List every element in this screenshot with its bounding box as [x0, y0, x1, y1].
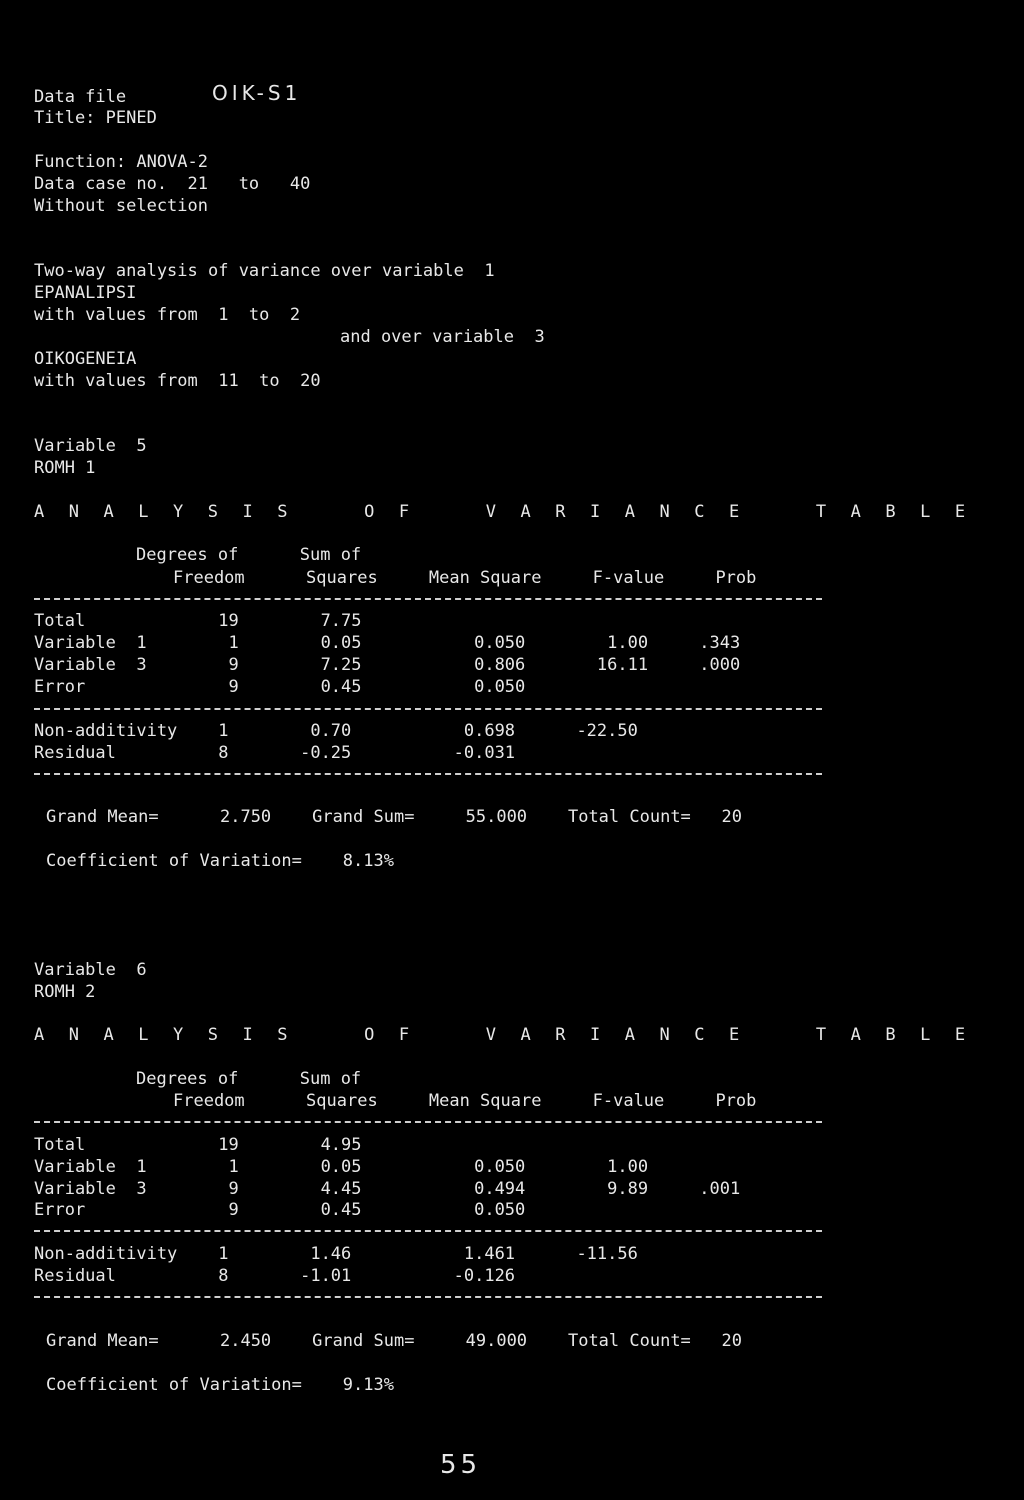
- section1-summary: Grand Mean= 2.750 Grand Sum= 55.000 Total Count= 20: [46, 807, 742, 827]
- selection-line: Without selection: [34, 196, 208, 216]
- section1-rule-top: [34, 598, 822, 600]
- page-number: 55: [440, 1450, 482, 1480]
- desc-line-1: Two-way analysis of variance over variable 1: [34, 261, 495, 281]
- section1-cv: Coefficient of Variation= 8.13%: [46, 851, 394, 871]
- section2-row-residual: Residual 8 -1.01 -0.126: [34, 1266, 516, 1286]
- section2-row-total: Total 19 4.95: [34, 1135, 362, 1155]
- desc-line-6: with values from 11 to 20: [34, 371, 321, 391]
- section1-row-var3: Variable 3 9 7.25 0.806 16.11 .000: [34, 655, 741, 675]
- data-file-value: OIK-S1: [212, 81, 302, 105]
- desc-line-4: and over variable 3: [340, 327, 545, 347]
- section2-row-error: Error 9 0.45 0.050: [34, 1200, 526, 1220]
- section1-row-residual: Residual 8 -0.25 -0.031: [34, 743, 516, 763]
- section1-variable: Variable 5: [34, 436, 147, 456]
- section1-name: ROMH 1: [34, 458, 96, 478]
- section2-summary: Grand Mean= 2.450 Grand Sum= 49.000 Total Count= 20: [46, 1331, 742, 1351]
- section1-header1: Degrees of Sum of: [136, 545, 362, 565]
- section2-header1: Degrees of Sum of: [136, 1069, 362, 1089]
- title-line: Title: PENED: [34, 108, 157, 128]
- section2-cv: Coefficient of Variation= 9.13%: [46, 1375, 394, 1395]
- section1-row-total: Total 19 7.75: [34, 611, 362, 631]
- section1-row-error: Error 9 0.45 0.050: [34, 677, 526, 697]
- section2-rule-bottom: [34, 1296, 822, 1298]
- section2-row-var1: Variable 1 1 0.05 0.050 1.00: [34, 1157, 649, 1177]
- desc-line-3: with values from 1 to 2: [34, 305, 301, 325]
- data-file-label: Data file: [34, 87, 127, 107]
- section2-rule-mid: [34, 1230, 822, 1232]
- function-line: Function: ANOVA-2: [34, 152, 208, 172]
- desc-line-5: OIKOGENEIA: [34, 349, 137, 369]
- section1-header2: Freedom Squares Mean Square F-value Prob: [173, 568, 757, 588]
- section2-variable: Variable 6: [34, 960, 147, 980]
- section1-rule-mid: [34, 708, 822, 710]
- section1-table-title: A N A L Y S I S O F V A R I A N C E T A B L E: [34, 502, 973, 522]
- section2-table-title: A N A L Y S I S O F V A R I A N C E T A B L E: [34, 1025, 973, 1045]
- section1-rule-bottom: [34, 773, 822, 775]
- section2-row-nonadd: Non-additivity 1 1.46 1.461 -11.56: [34, 1244, 638, 1264]
- section2-rule-top: [34, 1121, 822, 1123]
- desc-line-2: EPANALIPSI: [34, 283, 137, 303]
- section2-header2: Freedom Squares Mean Square F-value Prob: [173, 1091, 757, 1111]
- section2-name: ROMH 2: [34, 982, 96, 1002]
- section1-row-var1: Variable 1 1 0.05 0.050 1.00 .343: [34, 633, 741, 653]
- case-range-line: Data case no. 21 to 40: [34, 174, 311, 194]
- section2-row-var3: Variable 3 9 4.45 0.494 9.89 .001: [34, 1179, 741, 1199]
- section1-row-nonadd: Non-additivity 1 0.70 0.698 -22.50: [34, 721, 638, 741]
